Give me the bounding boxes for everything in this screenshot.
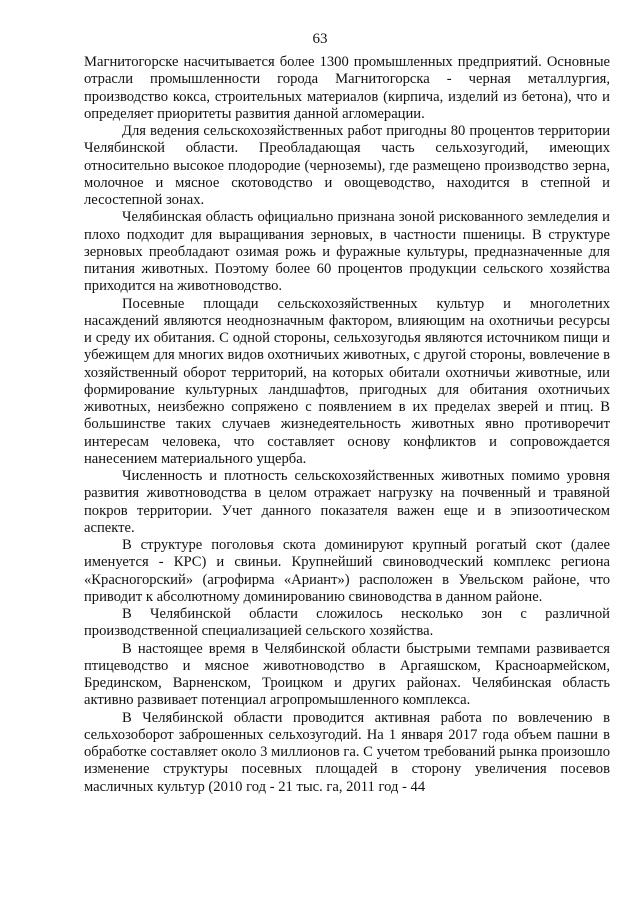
paragraph: В структуре поголовья скота доминируют крупный рогатый скот (далее именуется - КРС) и свиньи. Крупнейший свиноводческий комплекс региона «Красногорский» (агрофирма «Ариант») расположен в Увельском районе, что приводит к абсолютному доминированию свиноводства в данном районе. [84,537,610,605]
document-body [84,54,610,796]
paragraph: В Челябинской области проводится активная работа по вовлечению в сельхозоборот заброшенных сельхозугодий. На 1 января 2017 года объем пашни в обработке составляет около 3 миллионов га. С учетом требований рынка произошло изменение структуры посевных площадей в сторону увеличения посевов масличных культур (2010 год - 21 тыс. га, 2011 год - 44 [84,709,610,795]
paragraph-continuation: Магнитогорске насчитывается более 1300 промышленных предприятий. Основные отрасли промышленности города Магнитогорска - черная металлургия, производство кокса, строительных материалов (кирпича, изделий из бетона), что и определяет приоритеты развития данной агломерации. [84,54,610,122]
paragraph: В Челябинской области сложилось несколько зон с различной производственной специализацией сельского хозяйства. [84,606,610,640]
paragraph: Посевные площади сельскохозяйственных культур и многолетних насаждений являются неоднозначным фактором, влияющим на охотничьи ресурсы и среду их обитания. С одной стороны, сельхозугодья являются источником пищи и убежищем для многих видов охотничьих животных, с другой стороны, вовлечение в хозяйственный оборот территорий, на которых обитали охотничьи животные, или формирование культурных ландшафтов, пригодных для обитания охотничьих животных, неизбежно сопряжено с появлением в их пределах зверей и птиц. В большинстве таких случаев жизнедеятельность животных явно противоречит интересам человека, что составляет основу конфликтов и сопровождается нанесением материального ущерба. [84,295,610,467]
paragraph: Челябинская область официально признана зоной рискованного земледелия и плохо подходит для выращивания зерновых, в частности пшеницы. В структуре зерновых преобладают озимая рожь и фуражные культуры, предназначенные для питания животных. Поэтому более 60 процентов продукции сельского хозяйства приходится на животноводство. [84,209,610,295]
paragraph: Численность и плотность сельскохозяйственных животных помимо уровня развития животноводства в целом отражает нагрузку на почвенный и травяной покров территории. Учет данного показателя важен еще и в эпизоотическом аспекте. [84,468,610,536]
paragraph: Для ведения сельскохозяйственных работ пригодны 80 процентов территории Челябинской области. Преобладающая часть сельхозугодий, имеющих относительно высокое плодородие (черноземы), где размещено производство зерна, молочное и мясное скотоводство и овощеводство, находится в степной и лесостепной зонах. [84,123,610,208]
page-number: 63 [312,31,328,47]
paragraph: В настоящее время в Челябинской области быстрыми темпами развивается птицеводство и мясное животноводство в Аргаяшском, Красноармейском, Брединском, Варненском, Троицком и других районах. Челябинская область активно развивает потенциал агропромышленного комплекса. [84,640,610,709]
